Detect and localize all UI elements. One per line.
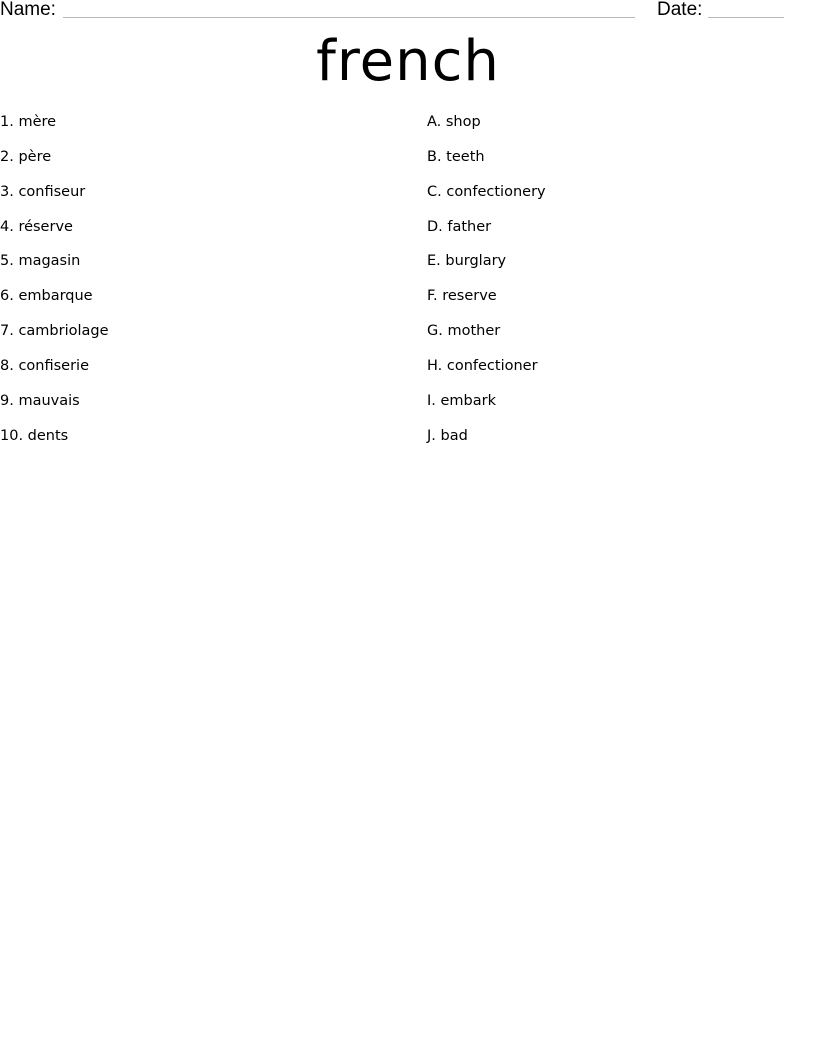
definition-item: A. shop [427, 114, 481, 130]
term-item: 6. embarque [0, 288, 93, 305]
name-label: Name: [0, 0, 56, 20]
worksheet-header [0, 0, 816, 24]
definition-item: B. teeth [427, 148, 485, 165]
term-item: 8. confiserie [0, 357, 89, 374]
definition-item: D. father [427, 218, 492, 235]
page-title: french [316, 29, 500, 94]
term-item: 5. magasin [0, 253, 81, 270]
definition-item: G. mother [427, 323, 501, 340]
definition-item: J. bad [427, 427, 468, 444]
definition-item: I. embark [427, 392, 496, 409]
definition-item: F. reserve [427, 288, 497, 305]
date-label: Date: [657, 0, 703, 20]
term-item: 10. dents [0, 427, 69, 444]
definition-item: C. confectionery [427, 183, 546, 200]
term-item: 1. mère [0, 114, 57, 130]
term-item: 4. réserve [0, 218, 73, 235]
term-item: 9. mauvais [0, 392, 80, 409]
definitions-column [427, 112, 546, 460]
terms-column [0, 112, 109, 460]
date-field-line[interactable] [708, 17, 784, 18]
definition-item: E. burglary [427, 253, 507, 270]
definition-item: H. confectioner [427, 357, 538, 374]
name-field-line[interactable] [63, 17, 635, 18]
term-item: 7. cambriolage [0, 323, 109, 340]
term-item: 2. père [0, 148, 52, 165]
term-item: 3. confiseur [0, 183, 86, 200]
